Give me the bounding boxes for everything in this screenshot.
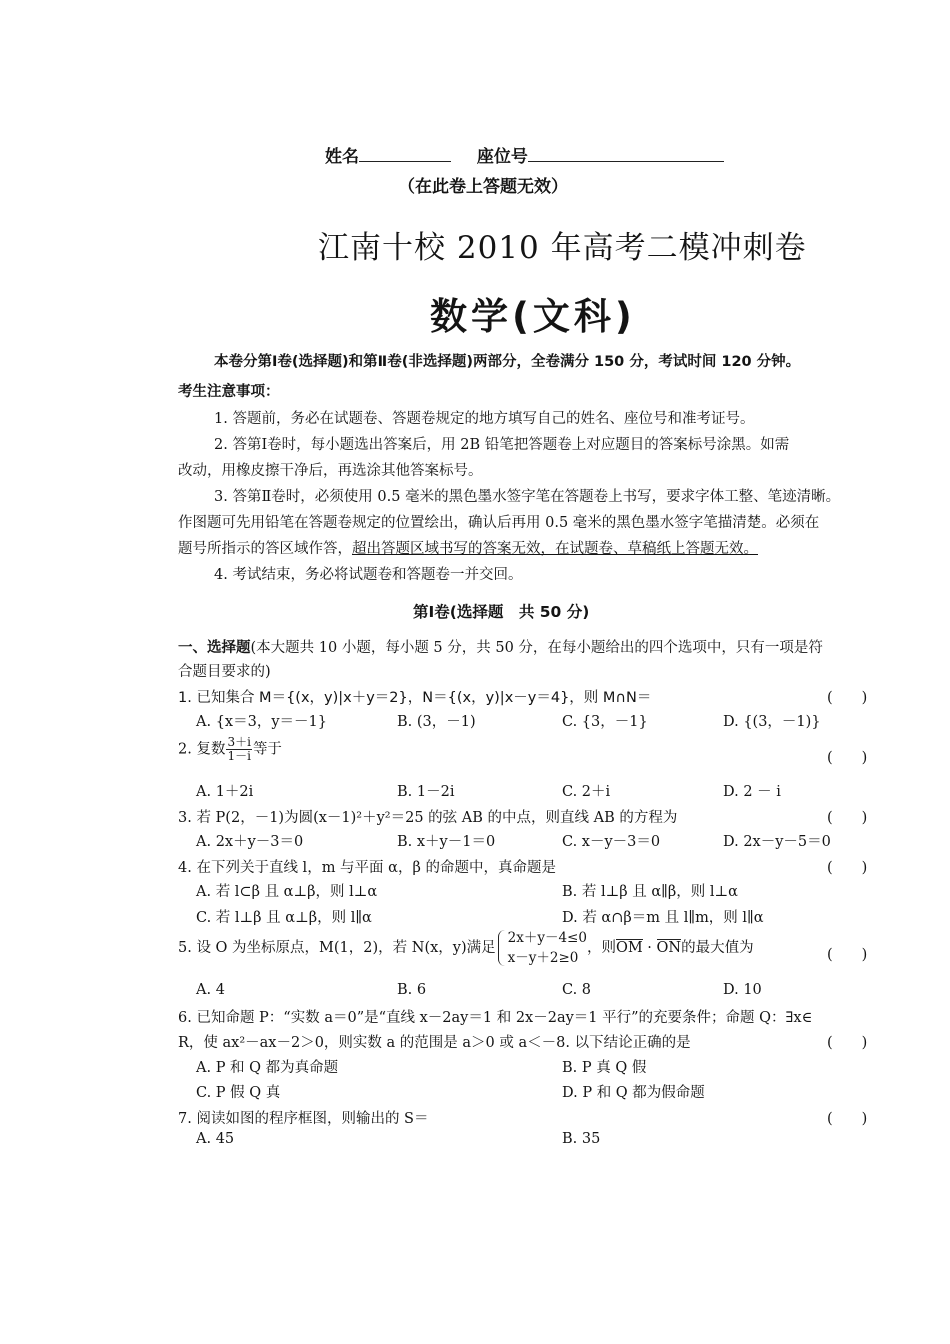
q2-numerator: 3＋i (227, 735, 251, 749)
q4-option-c: C. 若 l⊥β 且 α⊥β，则 l∥α (196, 910, 372, 926)
q6-stem-line-1: 6. 已知命题 P：“实数 a＝0”是“直线 x－2ay＝1 和 2x－2ay＝1 平行”的充要条件；命题 Q：∃x∈ (178, 1010, 813, 1026)
section-1-title: 第Ⅰ卷(选择题 共 50 分) (413, 603, 590, 621)
q2-fraction (226, 736, 251, 763)
notice-item-3c-2: 超出答题区域书写的答案无效，在试题卷、草稿纸上答题无效。 (352, 541, 758, 557)
q4-answer-paren: ( ) (827, 860, 868, 876)
q7-answer-paren: ( ) (827, 1111, 868, 1127)
exam-title: 江南十校 2010 年高考二模冲刺卷 (318, 230, 807, 266)
q4-stem: 4. 在下列关于直线 l，m 与平面 α，β 的命题中，真命题是 (178, 860, 556, 876)
seat-blank (528, 145, 724, 162)
q3-stem: 3. 若 P(2，－1)为圆(x－1)²＋y²＝25 的弦 AB 的中点，则直线 AB 的方程为 (178, 810, 678, 826)
q3-answer-paren: ( ) (827, 810, 868, 826)
invalid-note: （在此卷上答题无效） (398, 177, 568, 197)
notice-item-3a: 3. 答第Ⅱ卷时，必须使用 0.5 毫米的黑色墨水签字笔在答题卷上书写，要求字体工整、笔迹清晰。 (214, 489, 841, 505)
name-seat-line (325, 142, 724, 167)
q5-ineq-1: 2x＋y－4≤0 (507, 930, 587, 946)
q1-option-a: A. {x＝3，y＝－1} (196, 714, 327, 730)
q5-option-c: C. 8 (562, 982, 592, 998)
q2-option-d: D. 2 － i (723, 784, 781, 800)
q1-option-c: C. {3，－1} (562, 714, 648, 730)
q5-option-d: D. 10 (723, 982, 762, 998)
q7-stem: 7. 阅读如图的程序框图，则输出的 S＝ (178, 1111, 429, 1127)
q4-option-d: D. 若 α∩β＝m 且 l∥m，则 l∥α (562, 910, 764, 926)
section-1-instr-a: (本大题共 10 小题，每小题 5 分，共 50 分，在每小题给出的四个选项中，只有一项是符 (250, 640, 823, 656)
q5-option-b: B. 6 (397, 982, 427, 998)
section-1-instr-bold: 一、选择题 (178, 640, 251, 656)
q5-option-a: A. 4 (196, 982, 225, 998)
notice-item-1: 1. 答题前，务必在试题卷、答题卷规定的地方填写自己的姓名、座位号和准考证号。 (214, 411, 755, 427)
notice-item-4: 4. 考试结束，务必将试题卷和答题卷一并交回。 (214, 567, 523, 583)
q2-option-c: C. 2＋i (562, 784, 611, 800)
notice-item-2a: 2. 答第Ⅰ卷时，每小题选出答案后，用 2B 铅笔把答题卷上对应题目的答案标号涂黑。如需 (214, 437, 790, 453)
q5-dot: · (642, 940, 657, 956)
q5-vector-om: OM (615, 940, 643, 956)
notice-item-2b: 改动，用橡皮擦干净后，再选涂其他答案标号。 (178, 463, 483, 479)
q2-option-a: A. 1＋2i (196, 784, 254, 800)
q2-post: 等于 (252, 741, 282, 758)
q4-option-b: B. 若 l⊥β 且 α∥β，则 l⊥α (562, 884, 738, 900)
q6-option-b: B. P 真 Q 假 (562, 1060, 647, 1076)
q1-answer-paren: ( ) (827, 690, 868, 706)
q2-denominator: 1－i (227, 749, 251, 763)
subject-title: 数学(文科) (430, 295, 636, 338)
q1-option-d: D. {(3，－1)} (723, 714, 821, 730)
q5-post: 的最大值为 (681, 940, 754, 956)
q2-answer-paren: ( ) (827, 750, 868, 766)
name-blank (359, 145, 451, 162)
q2-option-b: B. 1－2i (397, 784, 455, 800)
q5-mid: ，则 (586, 940, 616, 956)
q3-option-d: D. 2x－y－5＝0 (723, 834, 831, 850)
q5-stem (178, 928, 754, 968)
section-1-instr-b: 合题目要求的) (178, 664, 271, 680)
q2-stem (178, 736, 282, 763)
q6-stem-line-2: R，使 ax²－ax－2＞0，则实数 a 的范围是 a＞0 或 a＜－8. 以下结论正确的是 (178, 1035, 691, 1051)
q3-option-a: A. 2x＋y－3＝0 (196, 834, 304, 850)
q5-inequality-system (496, 928, 587, 968)
q7-option-a: A. 45 (196, 1131, 235, 1147)
q6-option-d: D. P 和 Q 都为假命题 (562, 1085, 705, 1101)
notice-heading: 考生注意事项： (178, 384, 280, 400)
notice-item-3c-1: 题号所指示的答区域作答， (178, 541, 352, 557)
q6-option-c: C. P 假 Q 真 (196, 1085, 281, 1101)
q5-pre: 5. 设 O 为坐标原点，M(1，2)，若 N(x，y)满足 (178, 940, 496, 956)
q1-option-b: B. (3，－1) (397, 714, 476, 730)
q5-answer-paren: ( ) (827, 947, 868, 963)
q1-stem: 1. 已知集合 M＝{(x，y)|x＋y＝2}，N＝{(x，y)|x－y＝4}，则 M∩N＝ (178, 690, 652, 706)
q5-ineq-2: x－y＋2≥0 (507, 950, 579, 966)
notice-item-3c (178, 537, 758, 558)
q6-answer-paren: ( ) (827, 1035, 868, 1051)
q3-option-b: B. x＋y－1＝0 (397, 834, 496, 850)
section-1-instructions (178, 636, 823, 657)
name-label: 姓名 (325, 147, 359, 167)
q6-option-a: A. P 和 Q 都为真命题 (196, 1060, 339, 1076)
q5-vector-on: ON (656, 940, 682, 956)
exam-intro: 本卷分第Ⅰ卷(选择题)和第Ⅱ卷(非选择题)两部分，全卷满分 150 分，考试时间 120 分钟。 (214, 354, 801, 370)
notice-item-3b: 作图题可先用铅笔在答题卷规定的位置绘出，确认后再用 0.5 毫米的黑色墨水签字笔描清楚。必须在 (178, 515, 820, 531)
seat-label: 座位号 (476, 147, 528, 167)
q7-option-b: B. 35 (562, 1131, 601, 1147)
q4-option-a: A. 若 l⊂β 且 α⊥β，则 l⊥α (196, 884, 378, 900)
q2-pre: 2. 复数 (178, 741, 226, 758)
q3-option-c: C. x－y－3＝0 (562, 834, 661, 850)
